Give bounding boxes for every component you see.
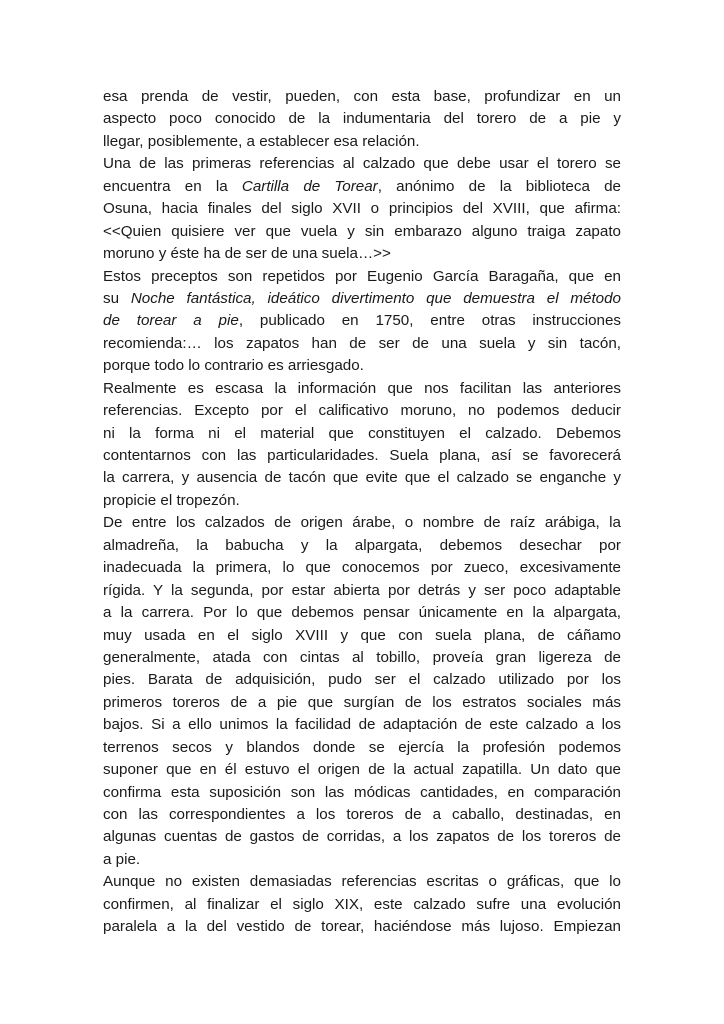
text-line [103,243,621,265]
text-run: porque todo lo contrario es arriesgado. [103,357,364,375]
text-line [103,355,621,377]
text-run: aspecto poco conocido de la indumentaria del torero de a pie y [103,110,621,128]
text-line [103,198,621,220]
text-line [103,467,621,489]
text-line [103,714,621,736]
text-run: a la carrera. Por lo que debemos pensar únicamente en la alpargata, [103,604,621,622]
text-line [103,221,621,243]
text-line [103,580,621,602]
text-line [103,849,621,871]
text-run: , anónimo de la biblioteca de [377,177,621,195]
text-line [103,871,621,893]
text-line [103,378,621,400]
text-line [103,108,621,130]
text-line [103,535,621,557]
text-run: propicie el tropezón. [103,491,240,509]
text-line [103,423,621,445]
text-run: recomienda:… los zapatos han de ser de una suela y sin tacón, [103,334,621,352]
text-line [103,692,621,714]
text-line [103,557,621,579]
text-line [103,782,621,804]
text-run: De entre los calzados de origen árabe, o nombre de raíz arábiga, la [103,514,621,532]
text-run: algunas cuentas de gastos de corridas, a los zapatos de los toreros de [103,828,621,846]
text-line [103,894,621,916]
text-run: suponer que en él estuvo el origen de la actual zapatilla. Un dato que [103,761,621,779]
text-run: a pie. [103,850,141,868]
text-run: Aunque no existen demasiadas referencias escritas o gráficas, que lo [103,873,621,891]
text-line [103,512,621,534]
text-line [103,153,621,175]
text-line [103,445,621,467]
text-line [103,625,621,647]
text-line [103,490,621,512]
text-run: paralela a la del vestido de torear, haciéndose más lujoso. Empiezan [103,918,621,936]
text-line [103,602,621,624]
text-run: inadecuada la primera, lo que conocemos por zueco, excesivamente [103,559,621,577]
text-run: rígida. Y la segunda, por estar abierta por detrás y ser poco adaptable [103,581,621,599]
text-run: referencias. Excepto por el calificativo moruno, no podemos deducir [103,402,621,420]
text-run: primeros toreros de a pie que surgían de los estratos sociales más [103,693,621,711]
text-run: confirmen, al finalizar el siglo XIX, este calzado sufre una evolución [103,895,621,913]
text-run: su [103,289,131,307]
text-run: muy usada en el siglo XVIII y que con suela plana, de cáñamo [103,626,621,644]
text-run: Una de las primeras referencias al calzado que debe usar el torero se [103,155,621,173]
paragraph [103,266,621,378]
text-run: almadreña, la babucha y la alpargata, debemos desechar por [103,536,621,554]
text-run: ni la forma ni el material que constituyen el calzado. Debemos [103,424,621,442]
text-line [103,288,621,310]
text-run: con las correspondientes a los toreros de a caballo, destinadas, en [103,806,621,823]
text-run: generalmente, atada con cintas al tobillo, proveía gran ligereza de [103,648,621,666]
text-run: encuentra en la [103,177,242,195]
text-run: la carrera, y ausencia de tacón que evite que el calzado se enganche y [103,469,621,487]
text-run: Realmente es escasa la información que nos facilitan las anteriores [103,379,621,397]
paragraph [103,153,621,265]
text-line [103,759,621,781]
text-run: Estos preceptos son repetidos por Eugenio García Baragaña, que en [103,267,621,285]
text-line [103,737,621,759]
italic-title: de torear a pie [103,312,239,330]
text-run: <<Quien quisiere ver que vuela y sin embarazo alguno traiga zapato [103,222,621,240]
text-line [103,131,621,153]
text-run: Osuna, hacia finales del siglo XVII o principios del XVIII, que afirma: [103,200,621,218]
text-line [103,916,621,938]
text-line [103,333,621,355]
text-line [103,804,621,826]
text-line [103,400,621,422]
text-line [103,310,621,332]
text-line [103,266,621,288]
text-run: bajos. Si a ello unimos la facilidad de adaptación de este calzado a los [103,716,621,734]
text-run: terrenos secos y blandos donde se ejercía la profesión podemos [103,738,621,756]
text-run: contentarnos con las particularidades. Suela plana, así se favorecerá [103,447,621,464]
body-text [103,86,621,939]
text-line [103,826,621,848]
text-run: esa prenda de vestir, pueden, con esta base, profundizar en un [103,88,621,105]
text-line [103,669,621,691]
paragraph [103,512,621,871]
italic-title: Noche fantástica, ideático divertimento que demuestra el método [130,289,622,307]
text-run: pies. Barata de adquisición, pudo ser el calzado utilizado por los [103,671,621,689]
paragraph [103,871,621,938]
text-run: llegar, posiblemente, a establecer esa relación. [103,132,420,150]
text-line [103,86,621,108]
italic-title: Cartilla de Torear [241,177,378,195]
paragraph [103,86,621,153]
text-run: , publicado en 1750, entre otras instrucciones [238,312,622,330]
text-run: moruno y éste ha de ser de una suela…>> [103,245,391,263]
text-run: confirma esta suposición son las módicas cantidades, en comparación [103,783,621,801]
paragraph [103,378,621,513]
text-line [103,176,621,198]
text-line [103,647,621,669]
